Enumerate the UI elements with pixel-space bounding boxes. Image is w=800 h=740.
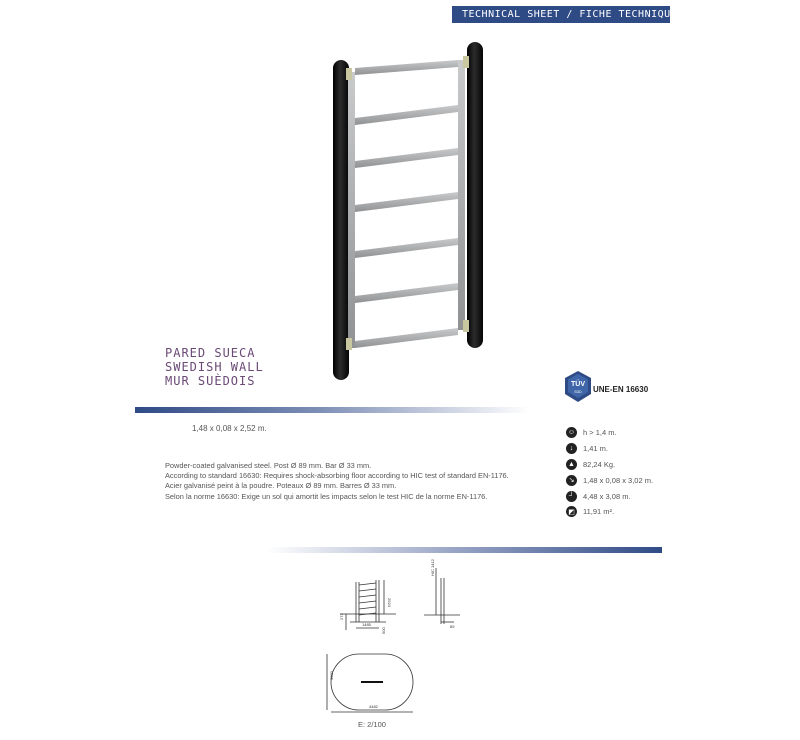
spec-value: 11,91 m².: [583, 507, 615, 517]
plan-view-drawing: [325, 650, 419, 716]
spec-value: 82,24 Kg.: [583, 459, 616, 469]
front-width-dim: 1485: [362, 622, 371, 627]
tuv-logo-text: TÜV: [571, 381, 585, 388]
right-post: [467, 42, 483, 348]
front-foot-left-dim: 273: [339, 613, 344, 620]
divider-top: [135, 407, 662, 413]
spec-value: h > 1,4 m.: [583, 428, 617, 437]
fall-height-icon: ↓: [566, 443, 577, 454]
left-post: [333, 60, 349, 380]
description-line: Acier galvanisé peint à la poudre. Poteaux Ø 89 mm. Barres Ø 33 mm.: [165, 481, 397, 491]
plan-depth-dim: 3080: [329, 671, 334, 680]
spec-item: [566, 473, 653, 488]
height-user-icon: ☺: [567, 429, 576, 436]
product-name-fr: MUR SUÈDOIS: [165, 374, 256, 388]
tuv-logo: [564, 370, 592, 404]
overall-dimensions: 1,48 x 0,08 x 2,52 m.: [192, 424, 267, 433]
spec-item: [566, 504, 653, 519]
product-name-es: PARED SUECA: [165, 346, 256, 360]
certification-standard: UNE-EN 16630: [593, 385, 649, 394]
plan-length-dim: 4482: [369, 704, 378, 709]
side-hic-dim: HIC 1412: [430, 559, 435, 576]
front-height-dim: 2524: [387, 598, 392, 607]
side-width-dim: 89: [450, 624, 455, 629]
right-rail: [458, 60, 465, 330]
spec-list: [566, 425, 653, 520]
spec-value: 1,41 m.: [583, 443, 609, 453]
product-name-en: SWEDISH WALL: [165, 360, 264, 374]
document-title: TECHNICAL SHEET / FICHE TECHNIQUE: [462, 9, 678, 20]
side-elevation-drawing: [420, 559, 464, 634]
product-names: [165, 346, 264, 388]
spec-item: [566, 489, 653, 504]
area-icon: ◩: [566, 506, 577, 517]
spec-item: [566, 441, 653, 456]
spec-item: [566, 457, 653, 472]
divider-bottom: [135, 547, 662, 553]
front-foot-right-dim: 500: [381, 627, 386, 634]
description-line: Powder-coated galvanised steel. Post Ø 89 mm. Bar Ø 33 mm.: [165, 461, 372, 470]
scale-label: E: 2/100: [358, 720, 386, 729]
spec-value: 4,48 x 3,08 m.: [583, 491, 631, 501]
spec-item: [566, 425, 653, 440]
left-rail: [348, 72, 355, 348]
description: [165, 461, 525, 502]
spec-value: 1,48 x 0,08 x 3,02 m.: [583, 475, 654, 485]
description-line: Selon la norme 16630: Exige un sol qui amortit les impacts selon le test HIC de la norme EN-1176.: [165, 491, 488, 501]
rungs: [355, 60, 458, 348]
size-icon: ↘: [566, 475, 577, 486]
safety-zone-icon: ┘: [566, 491, 577, 502]
front-elevation-drawing: [340, 576, 400, 642]
tuv-logo-sub: SÜD: [574, 390, 582, 394]
weight-icon: ▲: [566, 459, 577, 470]
description-line: According to standard 16630: Requires shock-absorbing floor according to HIC test of standard EN-1176.: [165, 471, 509, 481]
product-render: [320, 38, 500, 380]
